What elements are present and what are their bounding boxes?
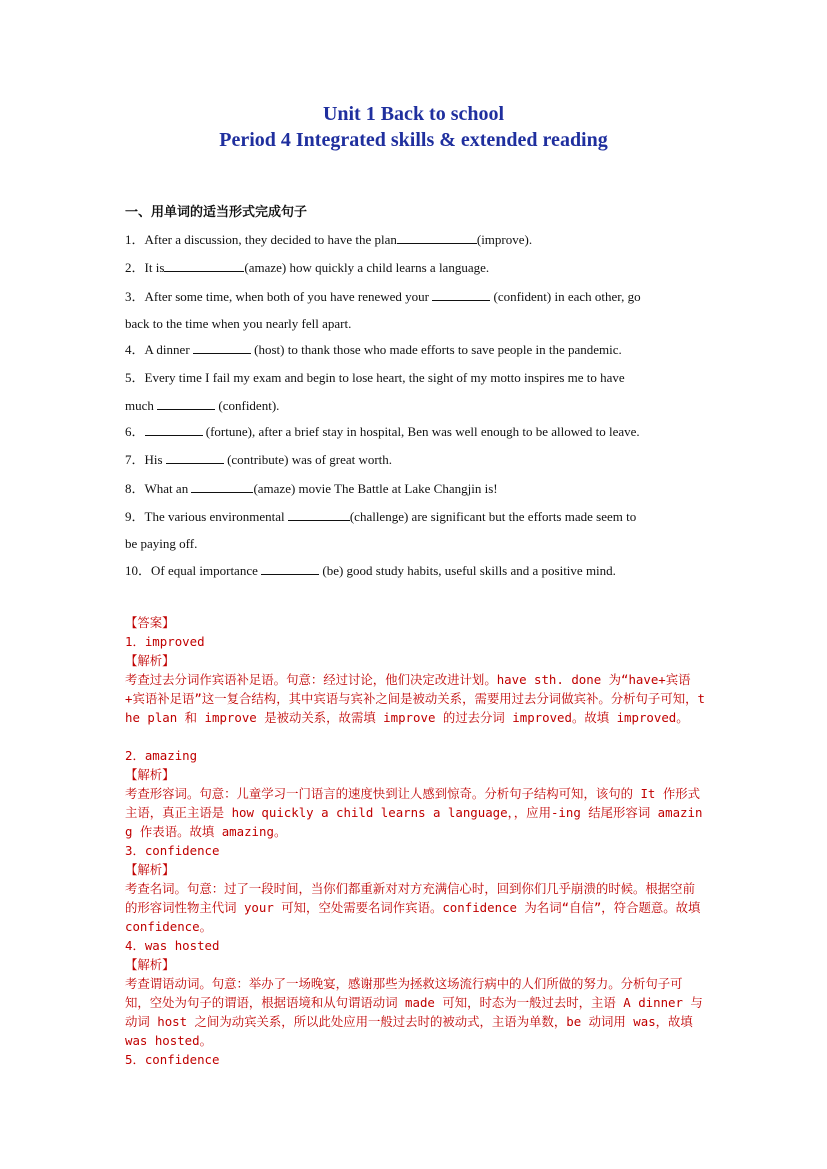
analysis-1: 考查过去分词作宾语补足语。句意：经过讨论，他们决定改进计划。have sth. done 为“have+宾语+宾语补足语”这一复合结构，其中宾语与宾补之间是被动关系，需要用过去分词做宾补。分析句子可知，the plan 和 improve 是被动关系，故需填 improve 的过去分词 improved。故填 improved。 <box>125 672 705 725</box>
question-5-continued: much (confident). <box>125 398 280 413</box>
analysis-label-4: 【解析】 <box>125 957 175 972</box>
answer-3: 3．confidence <box>125 843 220 858</box>
answer-blank <box>191 481 253 493</box>
answer-4: 4．was hosted <box>125 938 220 953</box>
answer-blank <box>166 452 224 464</box>
question-8: 8．What an (amaze) movie The Battle at Lake Changjin is! <box>125 481 498 496</box>
answer-blank <box>193 342 251 354</box>
answer-blank <box>432 289 490 301</box>
question-10: 10．Of equal importance (be) good study habits, useful skills and a positive mind. <box>125 563 616 578</box>
analysis-label-1: 【解析】 <box>125 653 175 668</box>
answers-header: 【答案】 <box>125 615 175 630</box>
analysis-label-3: 【解析】 <box>125 862 175 877</box>
analysis-4: 考查谓语动词。句意：举办了一场晚宴，感谢那些为拯救这场流行病中的人们所做的努力。分析句子可知，空处为句子的谓语，根据语境和从句谓语动词 made 可知，时态为一般过去时，主语 A dinner 与动词 host 之间为动宾关系，所以此处应用一般过去时的被动式，主语为单数，be 动词用 was，故填 was hosted。 <box>125 976 703 1048</box>
question-9-continued: be paying off. <box>125 536 198 551</box>
question-5: 5．Every time I fail my exam and begin to lose heart, the sight of my motto inspires me to have <box>125 370 625 385</box>
period-title: Period 4 Integrated skills & extended reading <box>219 129 608 151</box>
unit-title: Unit 1 Back to school <box>322 103 505 125</box>
answer-blank <box>261 563 319 575</box>
analysis-label-2: 【解析】 <box>125 767 175 782</box>
question-2: 2．It is (amaze) how quickly a child learns a language. <box>125 260 490 275</box>
question-9: 9．The various environmental (challenge) are significant but the efforts made seem to <box>125 509 637 524</box>
question-4: 4．A dinner (host) to thank those who made efforts to save people in the pandemic. <box>125 342 622 357</box>
analysis-3: 考查名词。句意：过了一段时间，当你们都重新对对方充满信心时，回到你们几乎崩溃的时候。根据空前的形容词性物主代词 your 可知，空处需要名词作宾语。confidence 为名词“自信”，符合题意。故填 confidence。 <box>125 881 701 934</box>
answer-5: 5．confidence <box>125 1052 220 1067</box>
answer-blank <box>397 232 477 244</box>
answer-blank <box>288 509 350 521</box>
answer-blank <box>157 398 215 410</box>
question-7: 7．His (contribute) was of great worth. <box>125 452 393 467</box>
analysis-2: 考查形容词。句意：儿童学习一门语言的速度快到让人感到惊奇。分析句子结构可知，该句的 It 作形式主语，真正主语是 how quickly a child learns a language，，应用-ing 结尾形容词 amazing 作表语。故填 amazing。 <box>125 786 703 839</box>
answer-blank <box>164 260 244 272</box>
answer-2: 2．amazing <box>125 748 198 763</box>
answer-blank <box>145 424 203 436</box>
question-6: 6． (fortune), after a brief stay in hospital, Ben was well enough to be allowed to leave. <box>125 424 640 439</box>
answer-1: 1．improved <box>125 634 205 649</box>
question-3-continued: back to the time when you nearly fell apart. <box>125 316 352 331</box>
question-1: 1．After a discussion, they decided to have the plan (improve). <box>125 232 533 247</box>
section-heading: 一、用单词的适当形式完成句子 <box>125 205 308 220</box>
question-3: 3．After some time, when both of you have renewed your (confident) in each other, go <box>125 289 641 304</box>
